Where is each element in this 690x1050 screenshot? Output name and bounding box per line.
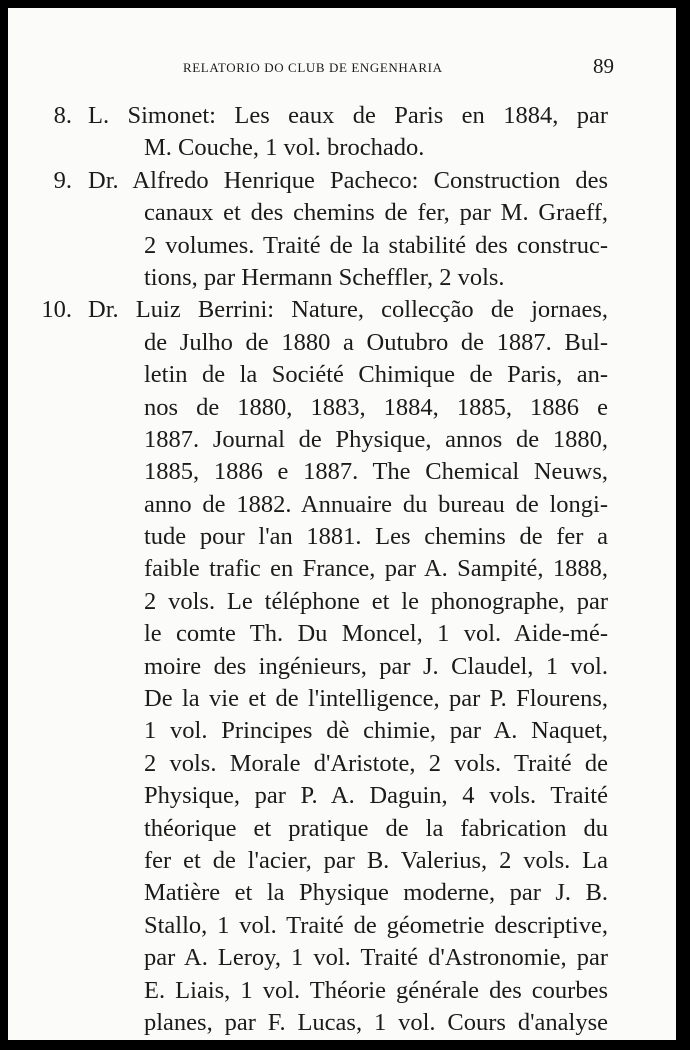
text-line [8,262,676,294]
line-text: Matière et la Physique moderne, par J. B. [144,879,608,907]
line-text: Stallo, 1 vol. Traité de géometrie descriptive, [144,911,608,939]
running-head [8,54,676,82]
list-item [8,100,676,165]
line-text: par A. Leroy, 1 vol. Traité d'Astronomie, par [144,944,608,972]
text-line [8,877,676,909]
item-number: 8. [53,102,72,129]
line-text: E. Liais, 1 vol. Théorie générale des courbes [144,976,608,1004]
running-title: RELATORIO DO CLUB DE ENGENHARIA [183,60,443,75]
text-line [8,780,676,812]
line-text: le comte Th. Du Moncel, 1 vol. Aide-mé- [144,620,608,648]
line-text: letin de la Société Chimique de Paris, an- [144,361,608,389]
text-line [8,456,676,488]
text-line [8,197,676,229]
text-line [8,230,676,262]
line-text: 2 volumes. Traité de la stabilité des construc- [144,231,608,259]
line-text: canaux et des chemins de fer, par M. Graeff, [144,199,608,227]
text-line [8,294,676,326]
text-line [8,651,676,683]
line-text: De la vie et de l'intelligence, par P. Flourens, [144,685,608,713]
book-page [8,8,676,1040]
line-text: planes, par F. Lucas, 1 vol. Cours d'analyse [144,1008,608,1036]
text-line [8,489,676,521]
list-item [8,165,676,295]
line-text: 2 vols. Morale d'Aristote, 2 vols. Traité de [144,749,608,777]
text-line [8,942,676,974]
text-line [8,327,676,359]
text-line [8,586,676,618]
line-text: 1885, 1886 e 1887. The Chemical Neuws, [144,458,608,486]
text-line [8,553,676,585]
line-text: Dr. Alfredo Henrique Pacheco: Construction des [88,166,608,194]
text-line [8,1007,676,1039]
text-line [8,359,676,391]
line-text: de Julho de 1880 a Outubro de 1887. Bul- [144,328,608,356]
entry-list [8,100,676,1039]
text-line [8,813,676,845]
text-line [8,165,676,197]
text-line [8,715,676,747]
line-text: M. Couche, 1 vol. brochado. [144,134,425,162]
text-line [8,521,676,553]
line-text: théorique et pratique de la fabrication du [144,814,608,842]
item-number: 9. [53,166,72,194]
line-text: tude pour l'an 1881. Les chemins de fer a [144,523,608,551]
item-number: 10. [41,296,72,324]
page-number: 89 [593,54,614,78]
text-line [8,392,676,424]
list-item [8,294,676,1039]
text-line [8,424,676,456]
line-text: moire des ingénieurs, par J. Claudel, 1 vol. [144,652,608,680]
text-line [8,100,676,132]
text-line [8,683,676,715]
text-line [8,910,676,942]
text-line [8,845,676,877]
line-text: 1887. Journal de Physique, annos de 1880, [144,425,608,453]
line-text: tions, par Hermann Scheffler, 2 vols. [144,263,505,291]
text-line [8,748,676,780]
text-line [8,975,676,1007]
line-text: fer et de l'acier, par B. Valerius, 2 vols. La [144,846,608,874]
line-text: faible trafic en France, par A. Sampité, 1888, [144,555,608,583]
line-text: 2 vols. Le téléphone et le phonographe, par [144,587,608,615]
line-text: Dr. Luiz Berrini: Nature, collecção de jornaes, [88,296,608,324]
line-text: nos de 1880, 1883, 1884, 1885, 1886 e [144,393,608,421]
text-line [8,618,676,650]
line-text: 1 vol. Principes dè chimie, par A. Naquet, [144,717,608,745]
text-line [8,132,676,164]
line-text: Physique, par P. A. Daguin, 4 vols. Traité [144,782,608,810]
line-text: L. Simonet: Les eaux de Paris en 1884, par [88,102,608,129]
line-text: anno de 1882. Annuaire du bureau de longi- [144,490,608,518]
